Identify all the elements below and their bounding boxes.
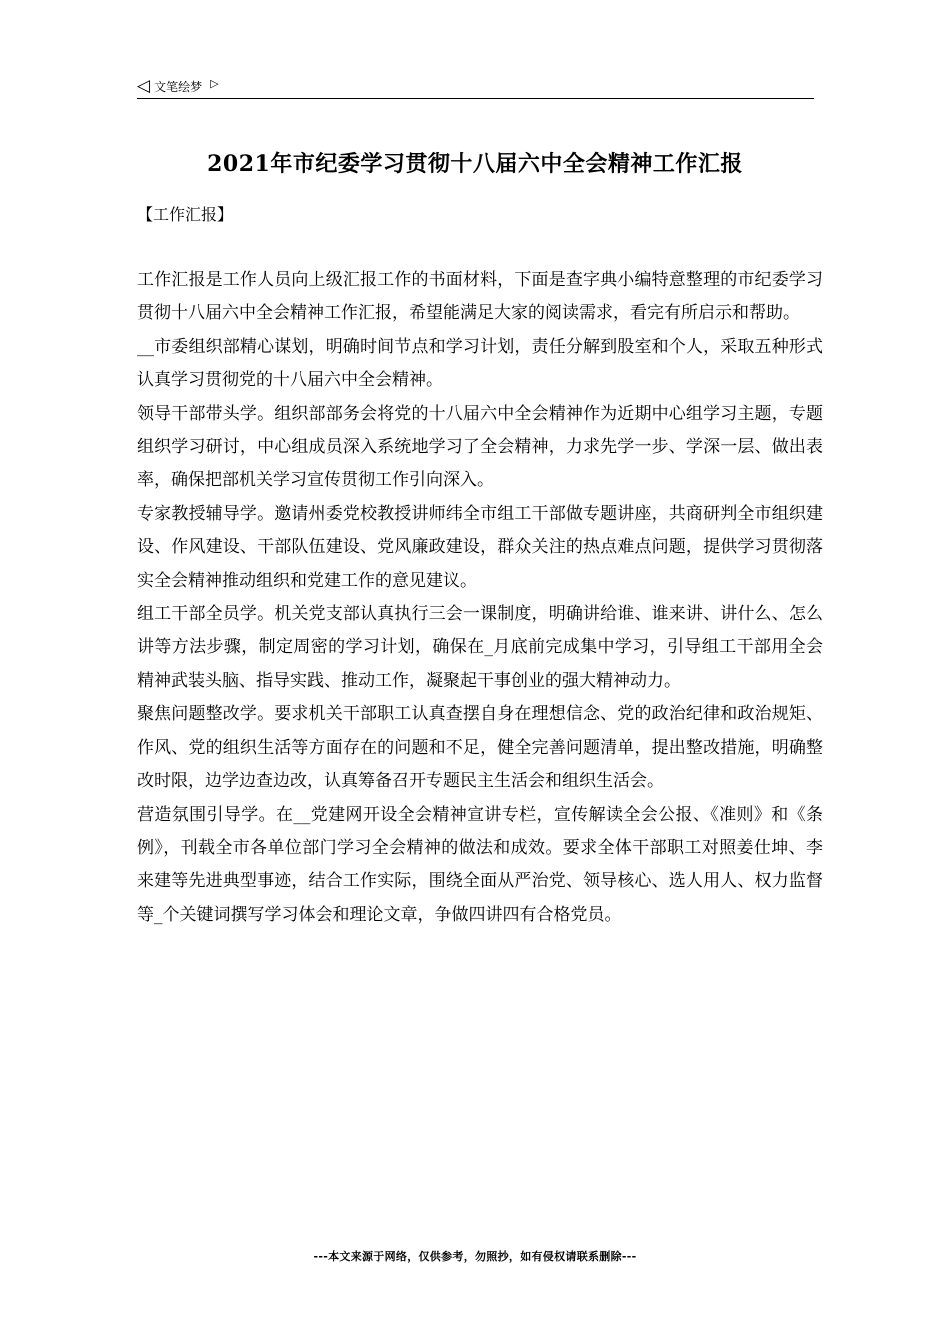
paragraph-atmosphere: 营造氛围引导学。在__党建网开设全会精神宣讲专栏，宣传解读全会公报、《准则》和《条例》，刊载全市各单位部门学习全会精神的做法和成效。要求全体干部职工对照姜仕坤、李来建等先进典型事迹，结合工作实际，围绕全面从严治党、领导核心、选人用人、权力监督等_个关键词撰写学习体会和理论文章，争做四讲四有合格党员。 bbox=[137, 804, 823, 925]
document-title: 2021年市纪委学习贯彻十八届六中全会精神工作汇报 bbox=[207, 151, 743, 177]
document-body bbox=[137, 264, 823, 932]
header-brand: 文笔绘梦 bbox=[154, 79, 203, 94]
triangle-right-icon: ▷ bbox=[210, 76, 219, 90]
paragraph-intro: 工作汇报是工作人员向上级汇报工作的书面材料，下面是查字典小编特意整理的市纪委学习贯彻十八届六中全会精神工作汇报，希望能满足大家的阅读需求，看完有所启示和帮助。 bbox=[137, 270, 823, 324]
paragraph-plan: __市委组织部精心谋划，明确时间节点和学习计划，责任分解到股室和个人，采取五种形式认真学习贯彻党的十八届六中全会精神。 bbox=[137, 336, 823, 391]
triangle-left-icon: ◁ bbox=[137, 75, 151, 96]
paragraph-leaders: 领导干部带头学。组织部部务会将党的十八届六中全会精神作为近期中心组学习主题，专题组织学习研讨，中心组成员深入系统地学习了全会精神，力求先学一步、学深一层、做出表率，确保把部机关学习宣传贯彻工作引向深入。 bbox=[137, 403, 823, 491]
footer-notice: ---本文来源于网络，仅供参考，勿照抄，如有侵权请联系删除--- bbox=[313, 1250, 637, 1263]
page-header bbox=[137, 74, 814, 99]
paragraph-rectification: 聚焦问题整改学。要求机关干部职工认真查摆自身在理想信念、党的政治纪律和政治规矩、作风、党的组织生活等方面存在的问题和不足，健全完善问题清单，提出整改措施，明确整改时限，边学边查边改，认真筹备召开专题民主生活会和组织生活会。 bbox=[137, 704, 823, 792]
section-label: 【工作汇报】 bbox=[137, 205, 234, 224]
paragraph-all-staff: 组工干部全员学。机关党支部认真执行三会一课制度，明确讲给谁、谁来讲、讲什么、怎么讲等方法步骤，制定周密的学习计划，确保在_月底前完成集中学习，引导组工干部用全会精神武装头脑、指导实践、推动工作，凝聚起干事创业的强大精神动力。 bbox=[137, 604, 823, 691]
paragraph-experts: 专家教授辅导学。邀请州委党校教授讲师纬全市组工干部做专题讲座，共商研判全市组织建设、作风建设、干部队伍建设、党风廉政建设，群众关注的热点难点问题，提供学习贯彻落实全会精神推动组织和党建工作的意见建议。 bbox=[137, 503, 823, 591]
